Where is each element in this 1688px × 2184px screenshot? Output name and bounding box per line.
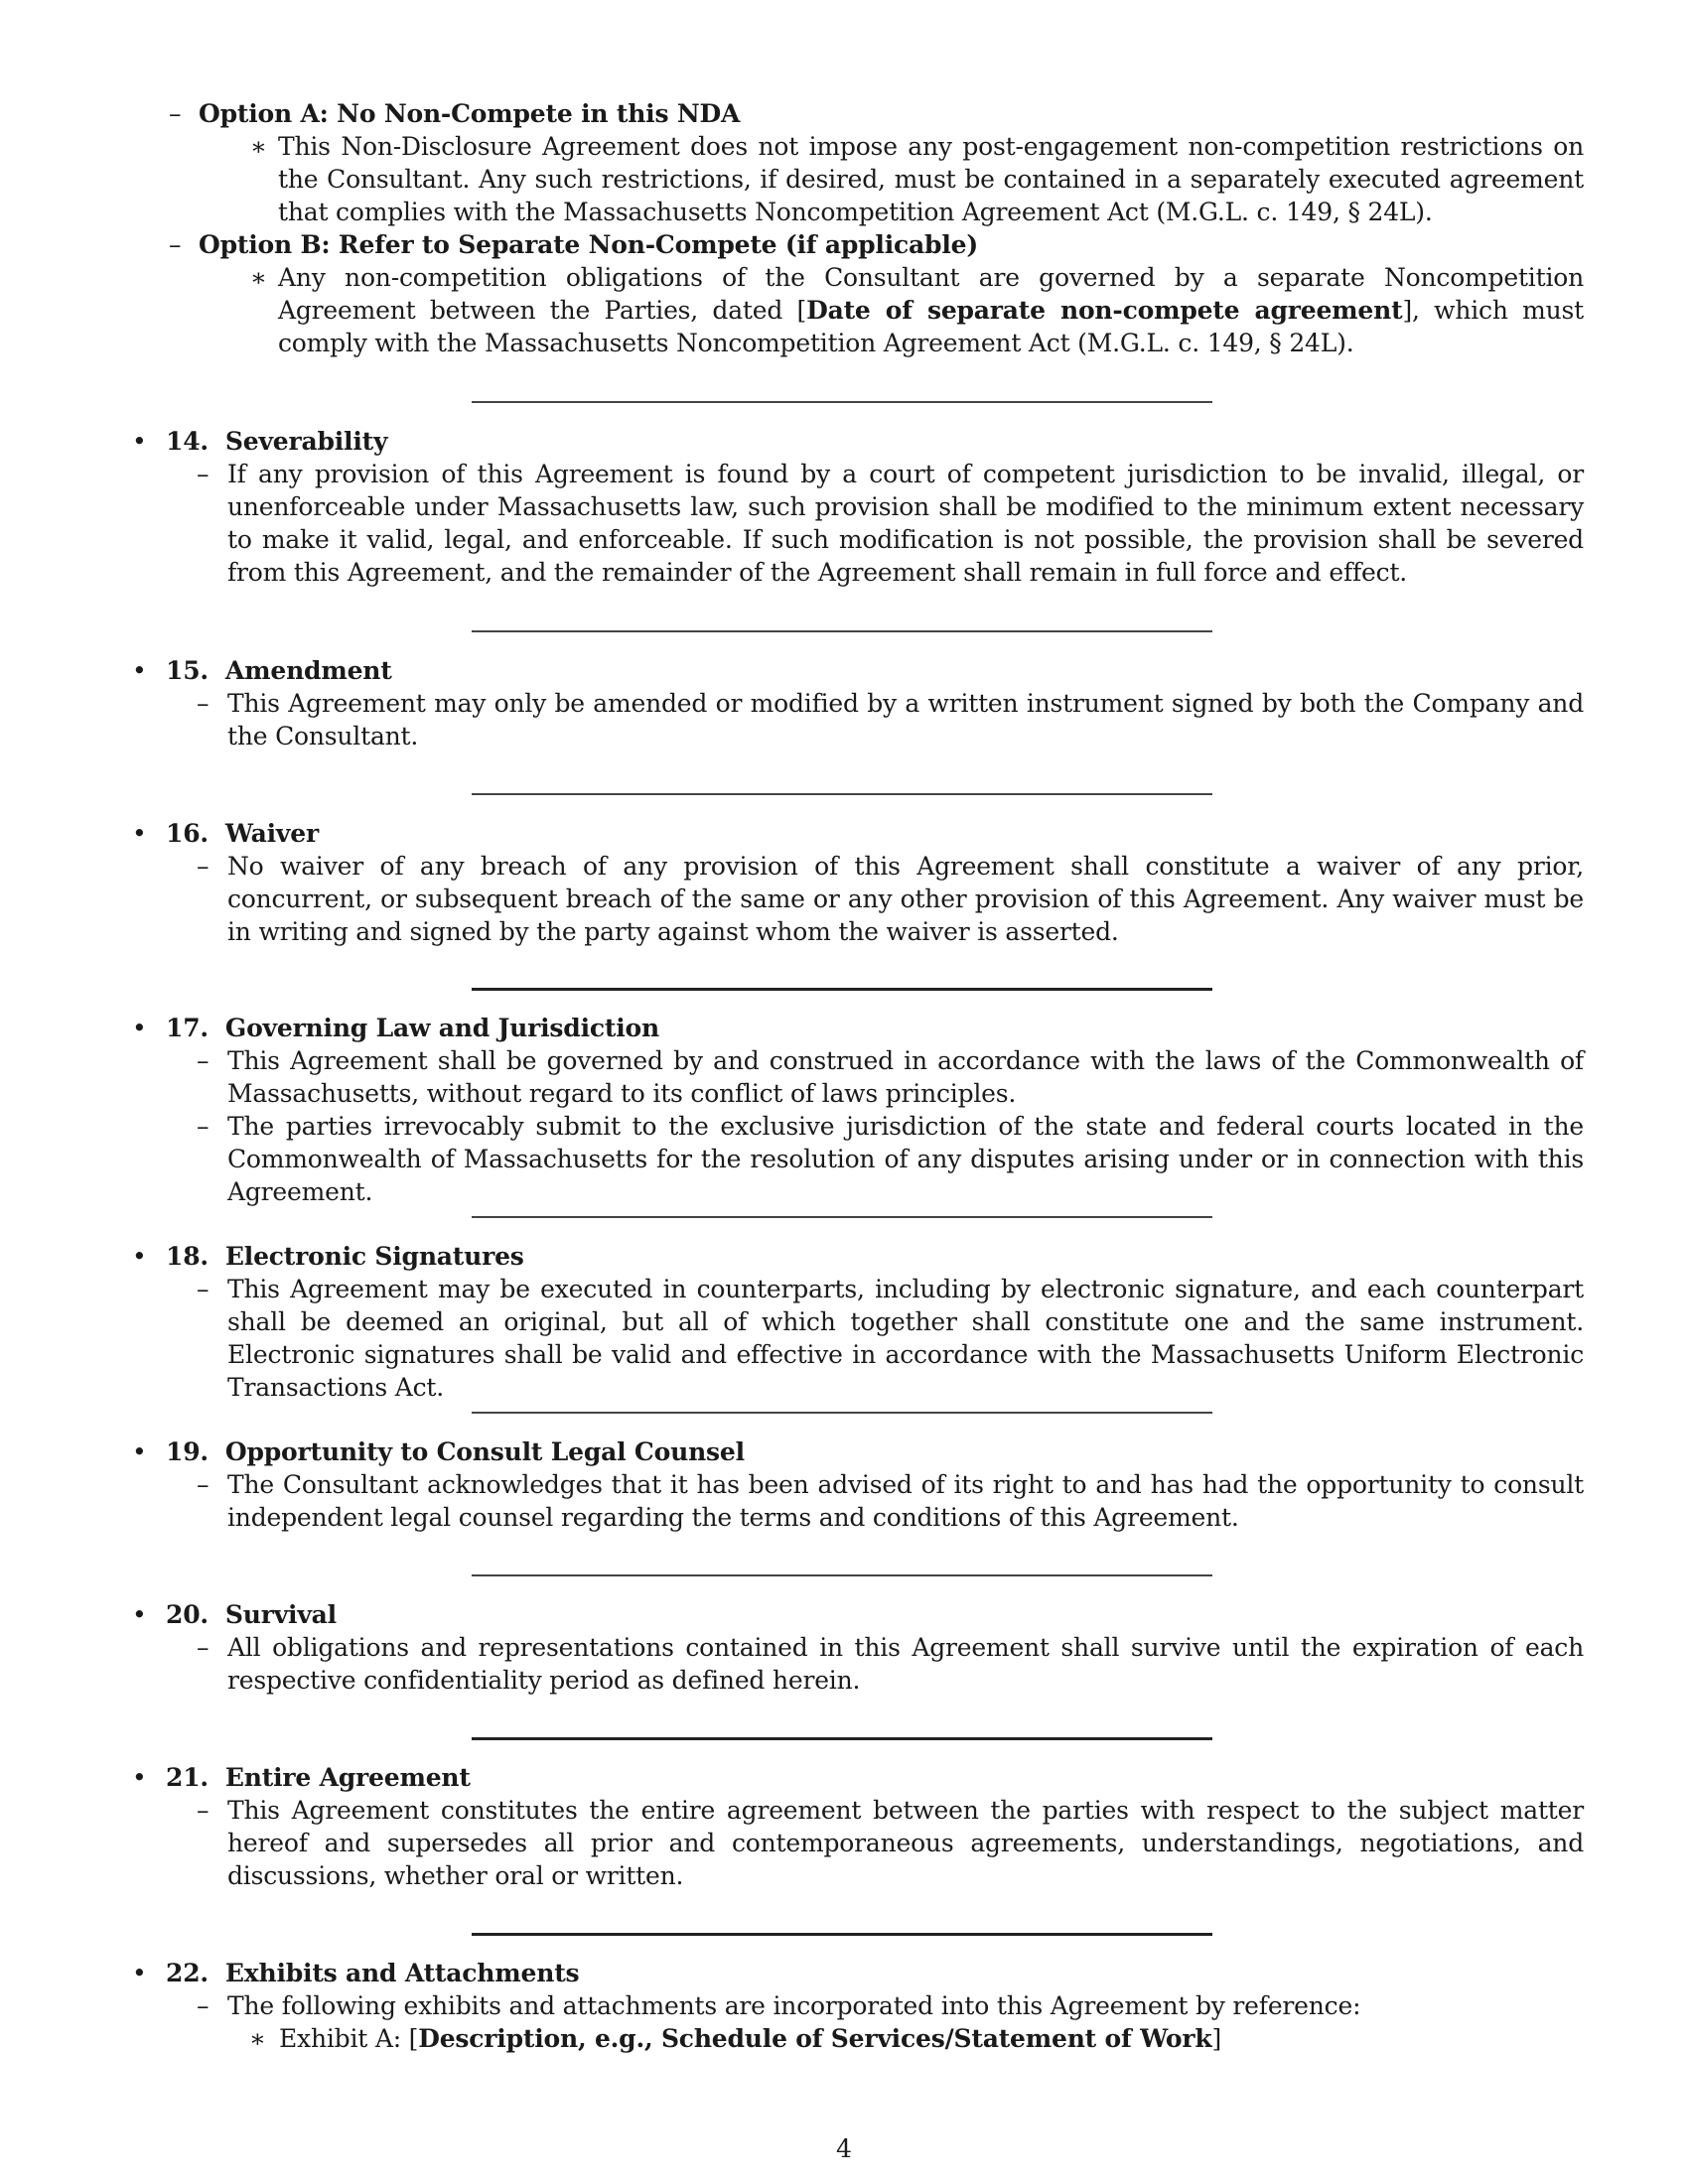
section-number: 19. — [166, 1437, 209, 1466]
section-title: Opportunity to Consult Legal Counsel — [224, 1437, 745, 1466]
section-number: 22. — [166, 1959, 209, 1987]
section-14-text: – If any provision of this Agreement is found by a court of competent jurisdiction to be invalid, illegal, or unenforceable under Massachusetts law, such provision shall be modified to the minimum extent necessary to make it valid, legal, and enforceable. If such modification is not possible, the provision shall be severed from this Agreement, and the remainder of the Agreement shall remain in full force and effect. — [132, 458, 1584, 589]
section-20-text: – All obligations and representations contained in this Agreement shall survive until the expiration of each respective confidentiality period as defined herein. — [132, 1631, 1584, 1697]
date-placeholder: Date of separate non-compete agreement — [806, 296, 1403, 325]
option-a-text: ∗ This Non-Disclosure Agreement does not impose any post-engagement non-competition restrictions on the Consultant. Any such restrictions, if desired, must be contained in a separately executed agreement that complies with the Massachusetts Noncompetition Agreement Act (M.G.L. c. 149, § 24L). — [199, 130, 1584, 228]
section-divider — [472, 1216, 1212, 1218]
section-number: 15. — [166, 656, 209, 685]
option-b — [199, 228, 1584, 359]
section-14 — [132, 425, 1584, 589]
section-21-heading — [132, 1761, 1584, 1794]
section-divider — [472, 630, 1212, 632]
section-19-heading — [132, 1435, 1584, 1468]
section-number: 20. — [166, 1600, 209, 1629]
section-16 — [132, 817, 1584, 948]
section-divider — [472, 1574, 1212, 1576]
section-divider — [472, 1412, 1212, 1414]
section-number: 21. — [166, 1763, 209, 1792]
section-21-text: – This Agreement constitutes the entire agreement between the parties with respect to the subject matter hereof and supersedes all prior and contemporaneous agreements, understandings, negotiations, and discussions, whether oral or written. — [132, 1794, 1584, 1892]
section-18-heading — [132, 1240, 1584, 1273]
exhibit-a-suffix: ] — [1211, 2024, 1222, 2053]
exhibit-a — [132, 2022, 1584, 2055]
section-title: Exhibits and Attachments — [224, 1959, 580, 1987]
section-divider — [472, 401, 1212, 403]
option-b-title: – Option B: Refer to Separate Non-Compete (if applicable) — [199, 228, 1584, 261]
section-title: Severability — [224, 427, 388, 456]
section-16-text: – No waiver of any breach of any provision of this Agreement shall constitute a waiver of any prior, concurrent, or subsequent breach of the same or any other provision of this Agreement. Any waiver must be in writing and signed by the party against whom the waiver is asserted. — [132, 850, 1584, 948]
section-15-heading — [132, 654, 1584, 687]
section-divider — [472, 1933, 1212, 1936]
option-b-text-before: Any non-competition obligations of the Consultant are governed by a separate Noncompetition Agreement between the Parties, dated [ — [278, 263, 1584, 325]
section-title: Amendment — [224, 656, 392, 685]
section-number: 14. — [166, 427, 209, 456]
section-number: 18. — [166, 1242, 209, 1271]
section-19-text: – The Consultant acknowledges that it has been advised of its right to and has had the opportunity to consult independent legal counsel regarding the terms and conditions of this Agreement. — [132, 1468, 1584, 1534]
section-21 — [132, 1761, 1584, 1892]
section-number: 17. — [166, 1014, 209, 1042]
exhibit-a-placeholder: Description, e.g., Schedule of Services/Statement of Work — [418, 2024, 1212, 2053]
section-18 — [132, 1240, 1584, 1404]
section-17 — [132, 1012, 1584, 1208]
section-number: 16. — [166, 819, 209, 848]
section-22-heading — [132, 1957, 1584, 1989]
section-title: Governing Law and Jurisdiction — [224, 1014, 659, 1042]
section-16-heading — [132, 817, 1584, 850]
section-22-text: – The following exhibits and attachments are incorporated into this Agreement by reference: — [132, 1989, 1584, 2022]
exhibit-a-prefix: Exhibit A: [ — [279, 2024, 419, 2053]
section-20 — [132, 1598, 1584, 1697]
section-title: Electronic Signatures — [224, 1242, 524, 1271]
section-22 — [132, 1957, 1584, 2055]
section-title: Entire Agreement — [224, 1763, 471, 1792]
page-number: 4 — [836, 2134, 852, 2163]
section-17-text-1: – This Agreement shall be governed by and construed in accordance with the laws of the Commonwealth of Massachusetts, without regard to its conflict of laws principles. — [132, 1044, 1584, 1110]
section-divider — [472, 793, 1212, 795]
option-a — [199, 97, 1584, 228]
section-divider — [472, 988, 1212, 991]
section-14-heading — [132, 425, 1584, 458]
section-17-heading — [132, 1012, 1584, 1044]
section-title: Waiver — [224, 819, 319, 848]
section-title: Survival — [224, 1600, 337, 1629]
option-b-text-after: ], which must comply with the Massachusetts Noncompetition Agreement Act (M.G.L. c. 149, § 24L). — [278, 296, 1584, 357]
section-19 — [132, 1435, 1584, 1534]
section-17-text-2: – The parties irrevocably submit to the exclusive jurisdiction of the state and federal courts located in the Commonwealth of Massachusetts for the resolution of any disputes arising under or in connection with this Agreement. — [132, 1110, 1584, 1208]
section-20-heading — [132, 1598, 1584, 1631]
section-15-text: – This Agreement may only be amended or modified by a written instrument signed by both the Company and the Consultant. — [132, 687, 1584, 752]
section-15 — [132, 654, 1584, 752]
section-18-text: – This Agreement may be executed in counterparts, including by electronic signature, and each counterpart shall be deemed an original, but all of which together shall constitute one and the same instrument. Electronic signatures shall be valid and effective in accordance with the Massachusetts Uniform Electronic Transactions Act. — [132, 1273, 1584, 1404]
option-a-title: – Option A: No Non-Compete in this NDA — [199, 97, 1584, 130]
section-divider — [472, 1737, 1212, 1740]
option-b-text — [199, 261, 1584, 359]
